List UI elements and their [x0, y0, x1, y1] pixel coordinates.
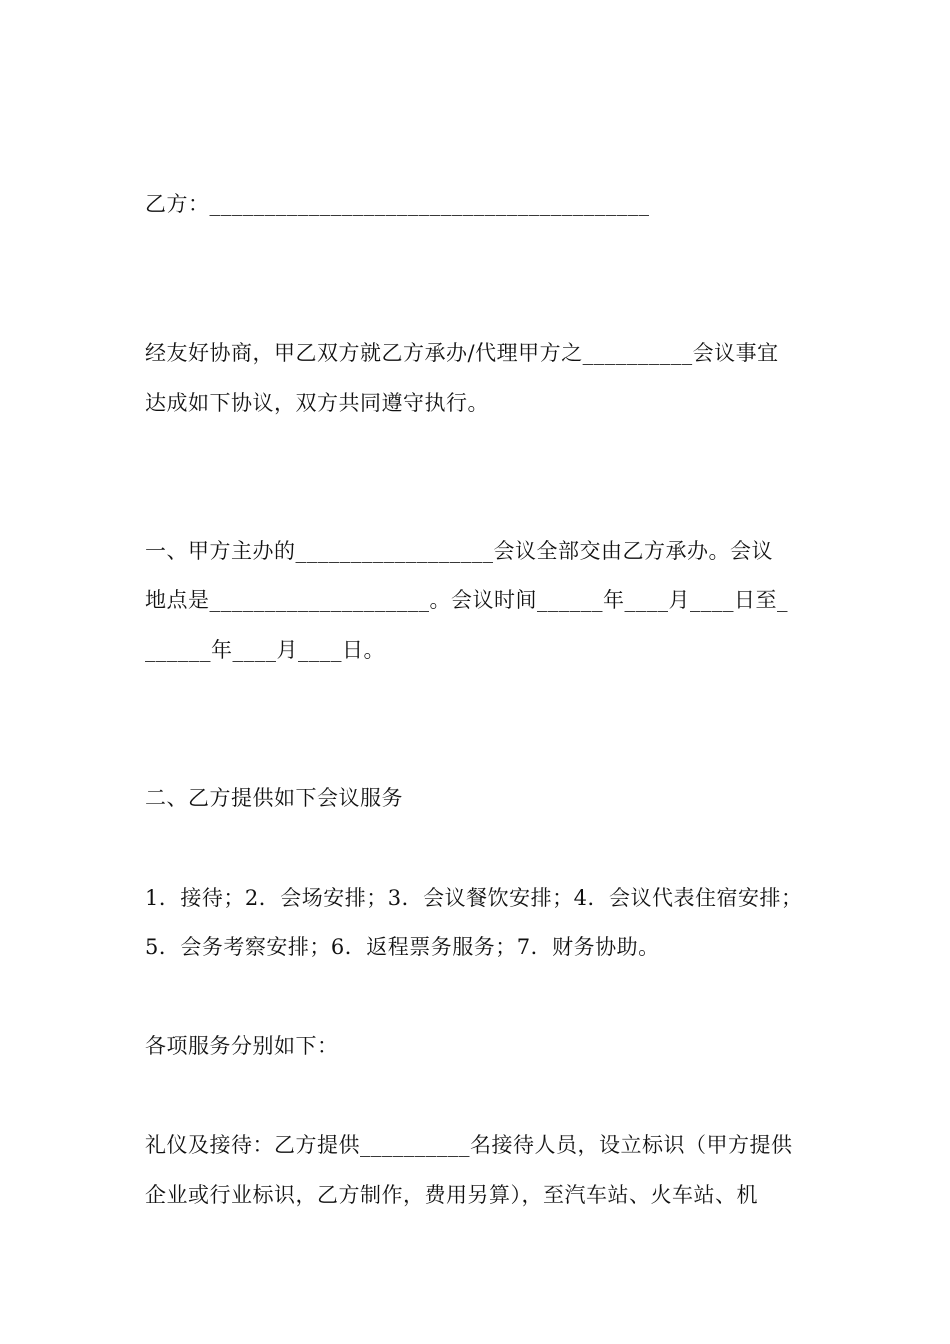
- services-line-2: 5．会务考察安排；6．返程票务服务；7．财务协助。: [145, 935, 660, 959]
- section2-heading: 二、乙方提供如下会议服务: [145, 786, 403, 810]
- section1-line-3: ______年____月____日。: [145, 638, 385, 662]
- services-intro: 各项服务分别如下：: [145, 1034, 339, 1058]
- intro-line-2: 达成如下协议，双方共同遵守执行。: [145, 391, 489, 415]
- section1-line-2: 地点是____________________。会议时间______年____月____日至_: [145, 588, 788, 612]
- intro-line-1: 经友好协商，甲乙双方就乙方承办/代理甲方之__________会议事宜: [145, 341, 779, 365]
- services-line-1: 1．接待；2．会场安排；3．会议餐饮安排；4．会议代表住宿安排；: [145, 886, 803, 910]
- reception-line-2: 企业或行业标识，乙方制作，费用另算），至汽车站、火车站、机: [145, 1183, 758, 1207]
- reception-line-1: 礼仪及接待：乙方提供__________名接待人员，设立标识（甲方提供: [145, 1133, 793, 1157]
- section1-line-1: 一、甲方主办的__________________会议全部交由乙方承办。会议: [145, 539, 773, 563]
- party-b-line: 乙方：________________________________________: [145, 192, 650, 216]
